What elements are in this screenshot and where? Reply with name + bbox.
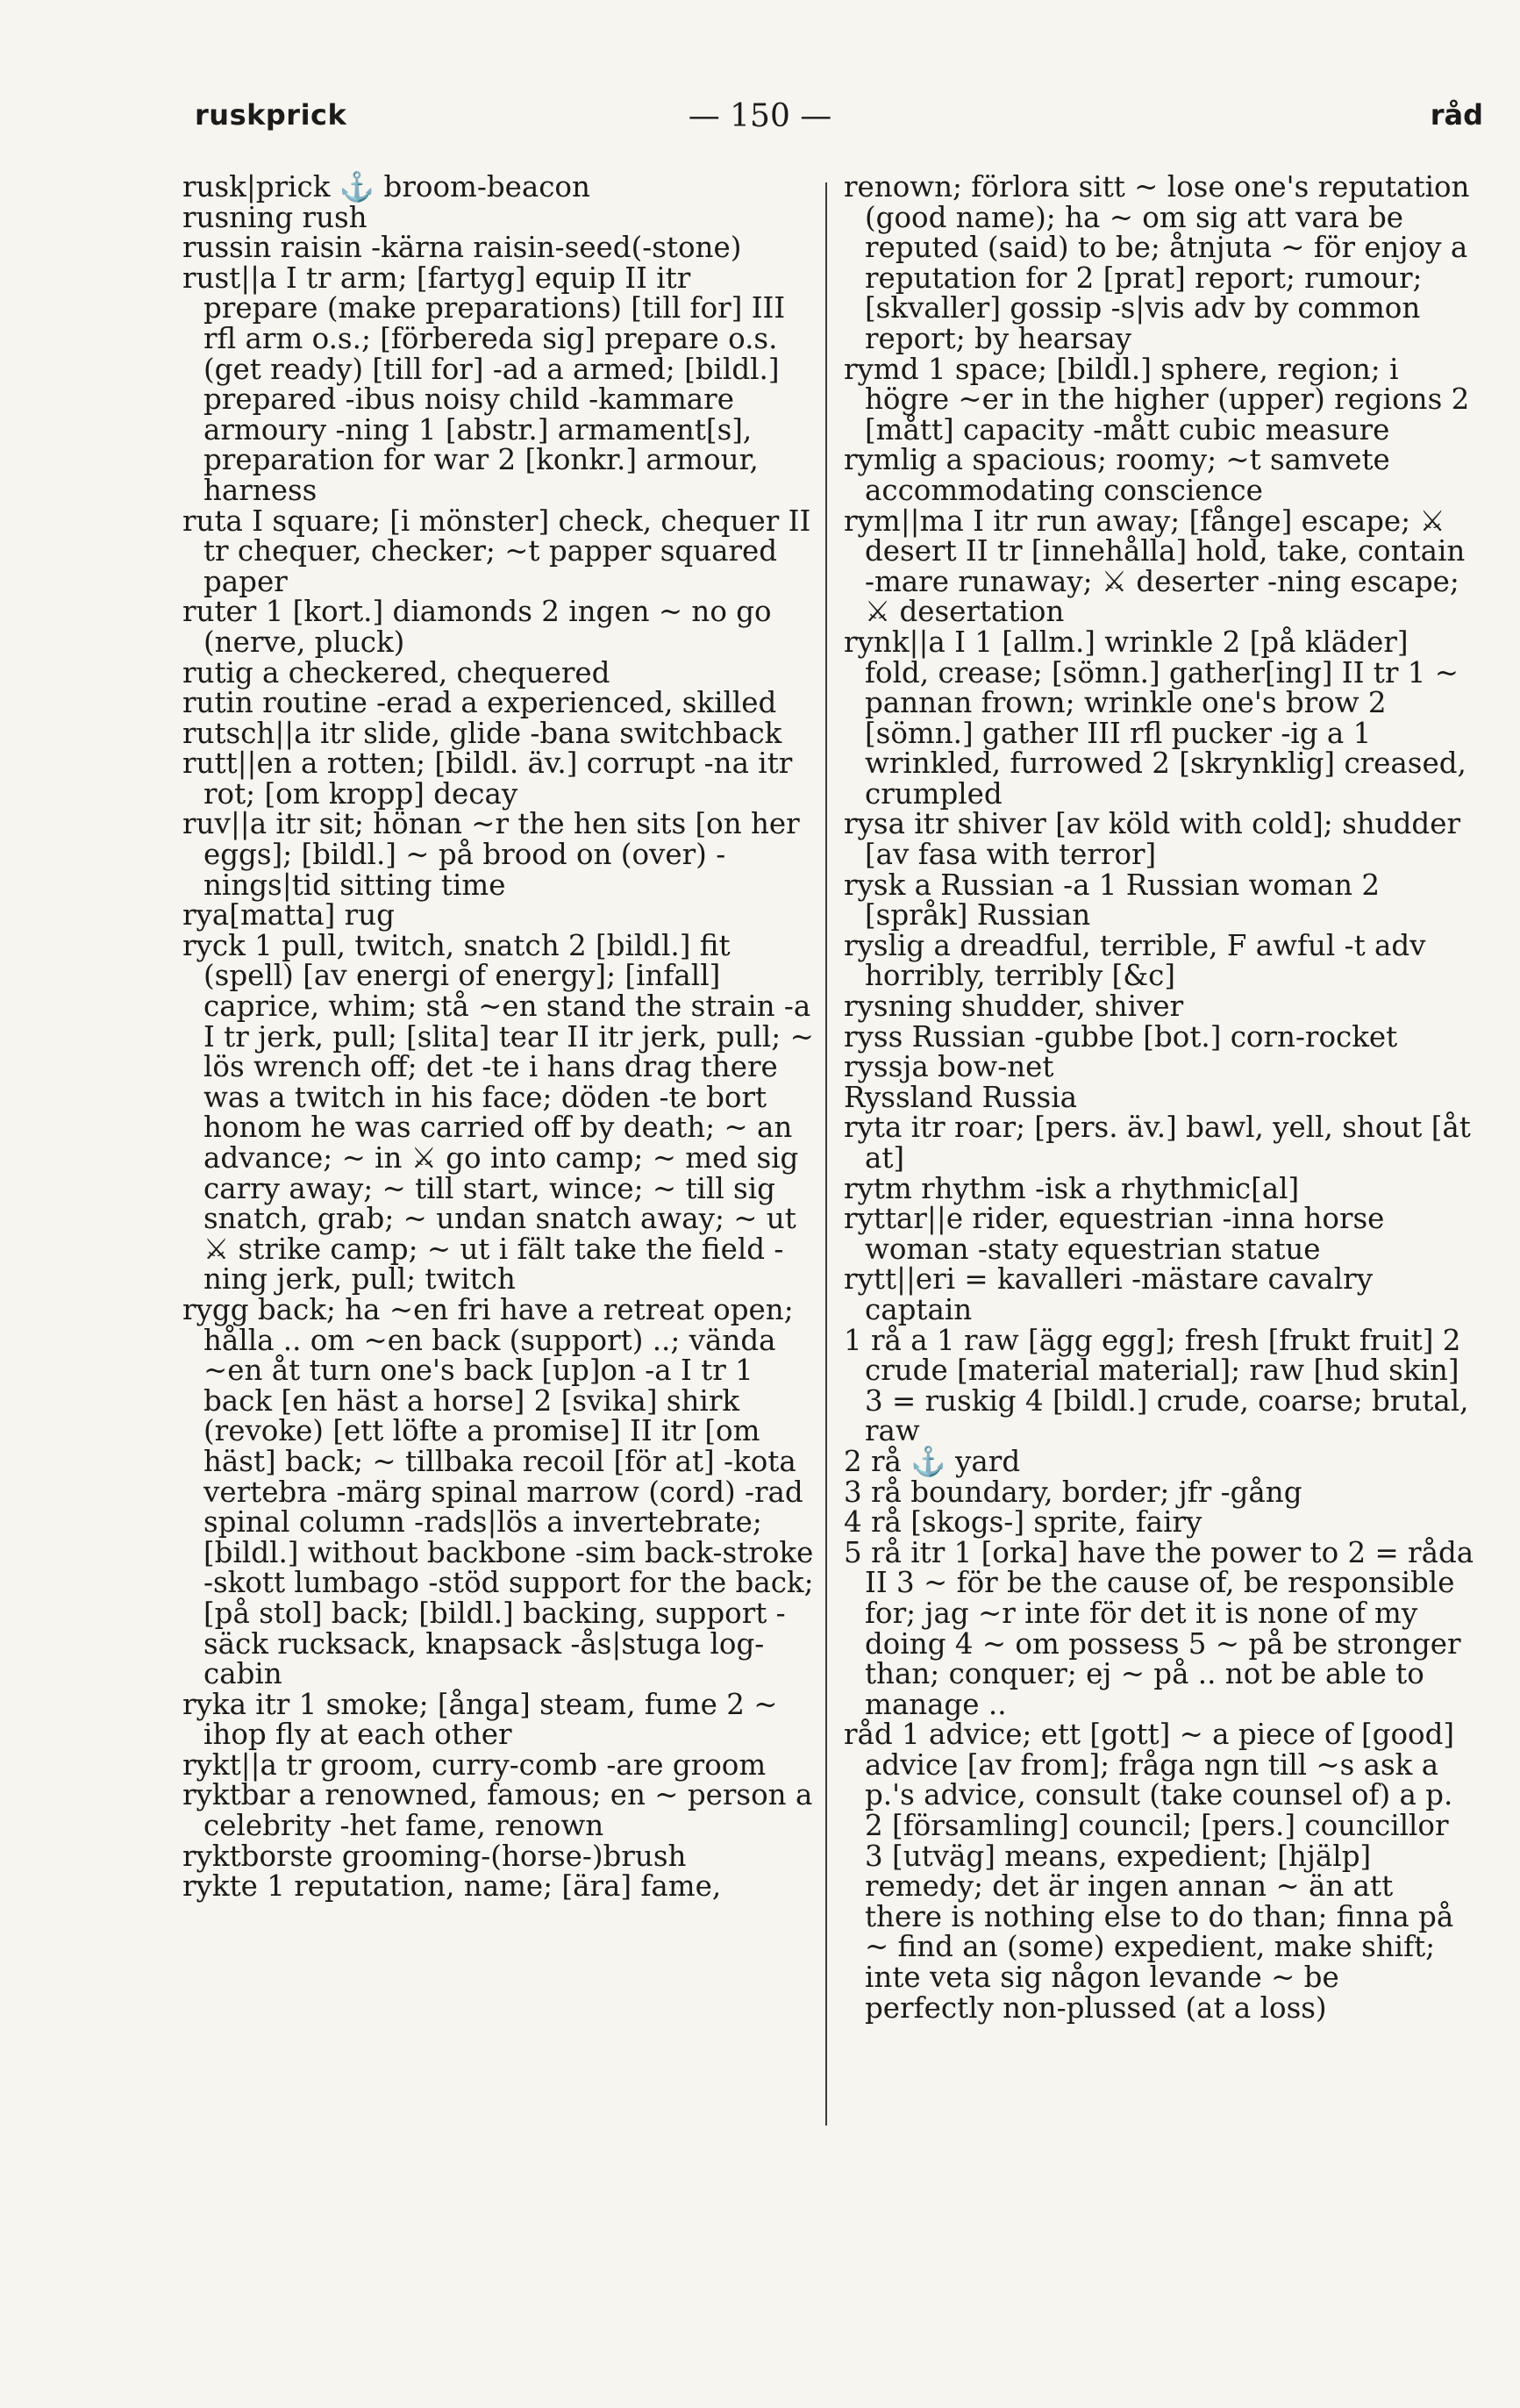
dictionary-entry: ruta I square; [i mönster] check, chequer II tr chequer, checker; ~t papper squared paper: [182, 504, 811, 598]
dictionary-entry: rutsch||a itr slide, glide -bana switchback: [182, 716, 782, 750]
dictionary-entry: rytt||eri = kavalleri -mästare cavalry captain: [844, 1262, 1374, 1326]
dictionary-entry: rym||ma I itr run away; [fånge] escape; ⚔ desert II tr [innehålla] hold, take, contain -mare runaway; ⚔ deserter -ning escape; ⚔ desertation: [844, 504, 1466, 629]
dictionary-entry: ruv||a itr sit; hönan ~r the hen sits [on her eggs]; [bildl.] ~ på brood on (over) -nings|tid sitting time: [182, 807, 800, 902]
dictionary-entry: rygg back; ha ~en fri have a retreat open; hålla .. om ~en back (support) ..; vända ~en åt turn one's back [up]on -a I tr 1 back [en häst a horse] 2 [svika] shirk (revoke) [ett löfte a promise] II itr [om häst] back; ~ tillbaka recoil [för at] -kota vertebra -märg spinal marrow (cord) -rad spinal column -rads|lös a invertebrate; [bildl.] without backbone -sim back-stroke -skott lumbago -stöd support for the back; [på stol] back; [bildl.] backing, support -säck rucksack, knapsack -ås|stuga log-cabin: [182, 1292, 814, 1691]
dictionary-entry: rykte 1 reputation, name; [ära] fame,: [182, 1869, 722, 1904]
dictionary-entry: ruter 1 [kort.] diamonds 2 ingen ~ no go (nerve, pluck): [182, 595, 772, 659]
dictionary-entry: rytm rhythm -isk a rhythmic[al]: [844, 1171, 1300, 1205]
dictionary-entry: rutt||en a rotten; [bildl. äv.] corrupt -na itr rot; [om kropp] decay: [182, 747, 793, 811]
header-last-word: råd: [1430, 98, 1483, 132]
column-divider: [825, 182, 827, 2126]
right-column: [844, 172, 1475, 2023]
dictionary-entry: rysk a Russian -a 1 Russian woman 2 [språk] Russian: [844, 868, 1381, 932]
dictionary-entry: ryssja bow-net: [844, 1050, 1054, 1084]
dictionary-entry: russin raisin -kärna raisin-seed(-stone): [182, 231, 742, 265]
dictionary-entry: ryslig a dreadful, terrible, F awful -t adv horribly, terribly [&c]: [844, 928, 1426, 993]
dictionary-entry: ryttar||e rider, equestrian -inna horse woman -staty equestrian statue: [844, 1202, 1385, 1266]
dictionary-entry: 2 rå ⚓ yard: [844, 1444, 1021, 1478]
dictionary-entry: rutin routine -erad a experienced, skilled: [182, 686, 777, 720]
dictionary-entry: ryta itr roar; [pers. äv.] bawl, yell, shout [åt at]: [844, 1111, 1471, 1175]
dictionary-entry: ryktborste grooming-(horse-)brush: [182, 1839, 687, 1873]
dictionary-entry: Ryssland Russia: [844, 1080, 1077, 1114]
header-first-word: ruskprick: [195, 98, 347, 132]
page-header: [0, 98, 1520, 144]
dictionary-entry: 1 rå a 1 raw [ägg egg]; fresh [frukt fruit] 2 crude [material material]; raw [hud skin] 3 = ruskig 4 [bildl.] crude, coarse; brutal, raw: [844, 1323, 1469, 1448]
dictionary-entry: ryss Russian -gubbe [bot.] corn-rocket: [844, 1019, 1398, 1054]
dictionary-entry: rymd 1 space; [bildl.] sphere, region; i högre ~er in the higher (upper) regions 2 [mått] capacity -mått cubic measure: [844, 352, 1470, 447]
dictionary-entry: rutig a checkered, chequered: [182, 655, 610, 690]
dictionary-entry: 5 rå itr 1 [orka] have the power to 2 = råda II 3 ~ för be the cause of, be responsible for; jag ~r inte för det it is none of my doing 4 ~ om possess 5 ~ på be stronger than; conquer; ej ~ på .. not be able to manage ..: [844, 1535, 1474, 1721]
dictionary-entry: ryck 1 pull, twitch, snatch 2 [bildl.] fit (spell) [av energi of energy]; [infall] caprice, whim; stå ~en stand the strain -a I tr jerk, pull; [slita] tear II itr jerk, pull; ~ lös wrench off; det -te i hans drag there was a twitch in his face; döden -te bort honom he was carried off by death; ~ an advance; ~ in ⚔ go into camp; ~ med sig carry away; ~ till start, wince; ~ till sig snatch, grab; ~ undan snatch away; ~ ut ⚔ strike camp; ~ ut i fält take the field -ning jerk, pull; twitch: [182, 928, 814, 1297]
dictionary-entry: råd 1 advice; ett [gott] ~ a piece of [good] advice [av from]; fråga ngn till ~s ask a p.'s advice, consult (take counsel of) a p. 2 [församling] council; [pers.] councillor 3 [utväg] means, expedient; [hjälp] remedy; det är ingen annan ~ än att there is nothing else to do than; finna på ~ find an (some) expedient, make shift; inte veta sig någon levande ~ be perfectly non-plussed (at a loss): [844, 1718, 1455, 2025]
page-number: — 150 —: [688, 98, 832, 134]
dictionary-entry: rust||a I tr arm; [fartyg] equip II itr prepare (make preparations) [till for] III rfl arm o.s.; [förbereda sig] prepare o.s. (get ready) [till for] -ad a armed; [bildl.] prepared -ibus noisy child -kammare armoury -ning 1 [abstr.] armament[s], preparation for war 2 [konkr.] armour, harness: [182, 261, 786, 507]
dictionary-entry: 4 rå [skogs-] sprite, fairy: [844, 1505, 1202, 1540]
dictionary-entry: rykt||a tr groom, curry-comb -are groom: [182, 1747, 767, 1782]
dictionary-entry: ryktbar a renowned, famous; en ~ person a celebrity -het fame, renown: [182, 1778, 813, 1843]
dictionary-entry: rya[matta] rug: [182, 898, 395, 932]
dictionary-entry: rusk|prick ⚓ broom-beacon: [182, 170, 590, 204]
dictionary-entry: rysa itr shiver [av köld with cold]; shudder [av fasa with terror]: [844, 807, 1460, 872]
dictionary-entry: rynk||a I 1 [allm.] wrinkle 2 [på kläder] fold, crease; [sömn.] gather[ing] II tr 1 ~ pannan frown; wrinkle one's brow 2 [sömn.] gather III rfl pucker -ig a 1 wrinkled, furrowed 2 [skrynklig] creased, crumpled: [844, 625, 1466, 811]
dictionary-entry: rymlig a spacious; roomy; ~t samvete accommodating conscience: [844, 443, 1390, 507]
dictionary-entry: rysning shudder, shiver: [844, 990, 1184, 1024]
dictionary-entry: 3 rå boundary, border; jfr -gång: [844, 1475, 1302, 1509]
dictionary-entry: ryka itr 1 smoke; [ånga] steam, fume 2 ~ ihop fly at each other: [182, 1687, 778, 1752]
left-column: [182, 172, 814, 1902]
dictionary-entry: renown; förlora sitt ~ lose one's reputation (good name); ha ~ om sig att vara be reputed (said) to be; åtnjuta ~ för enjoy a reputation for 2 [prat] report; rumour; [skvaller] gossip -s|vis adv by common report; by hearsay: [844, 170, 1470, 355]
dictionary-entry: rusning rush: [182, 200, 368, 234]
